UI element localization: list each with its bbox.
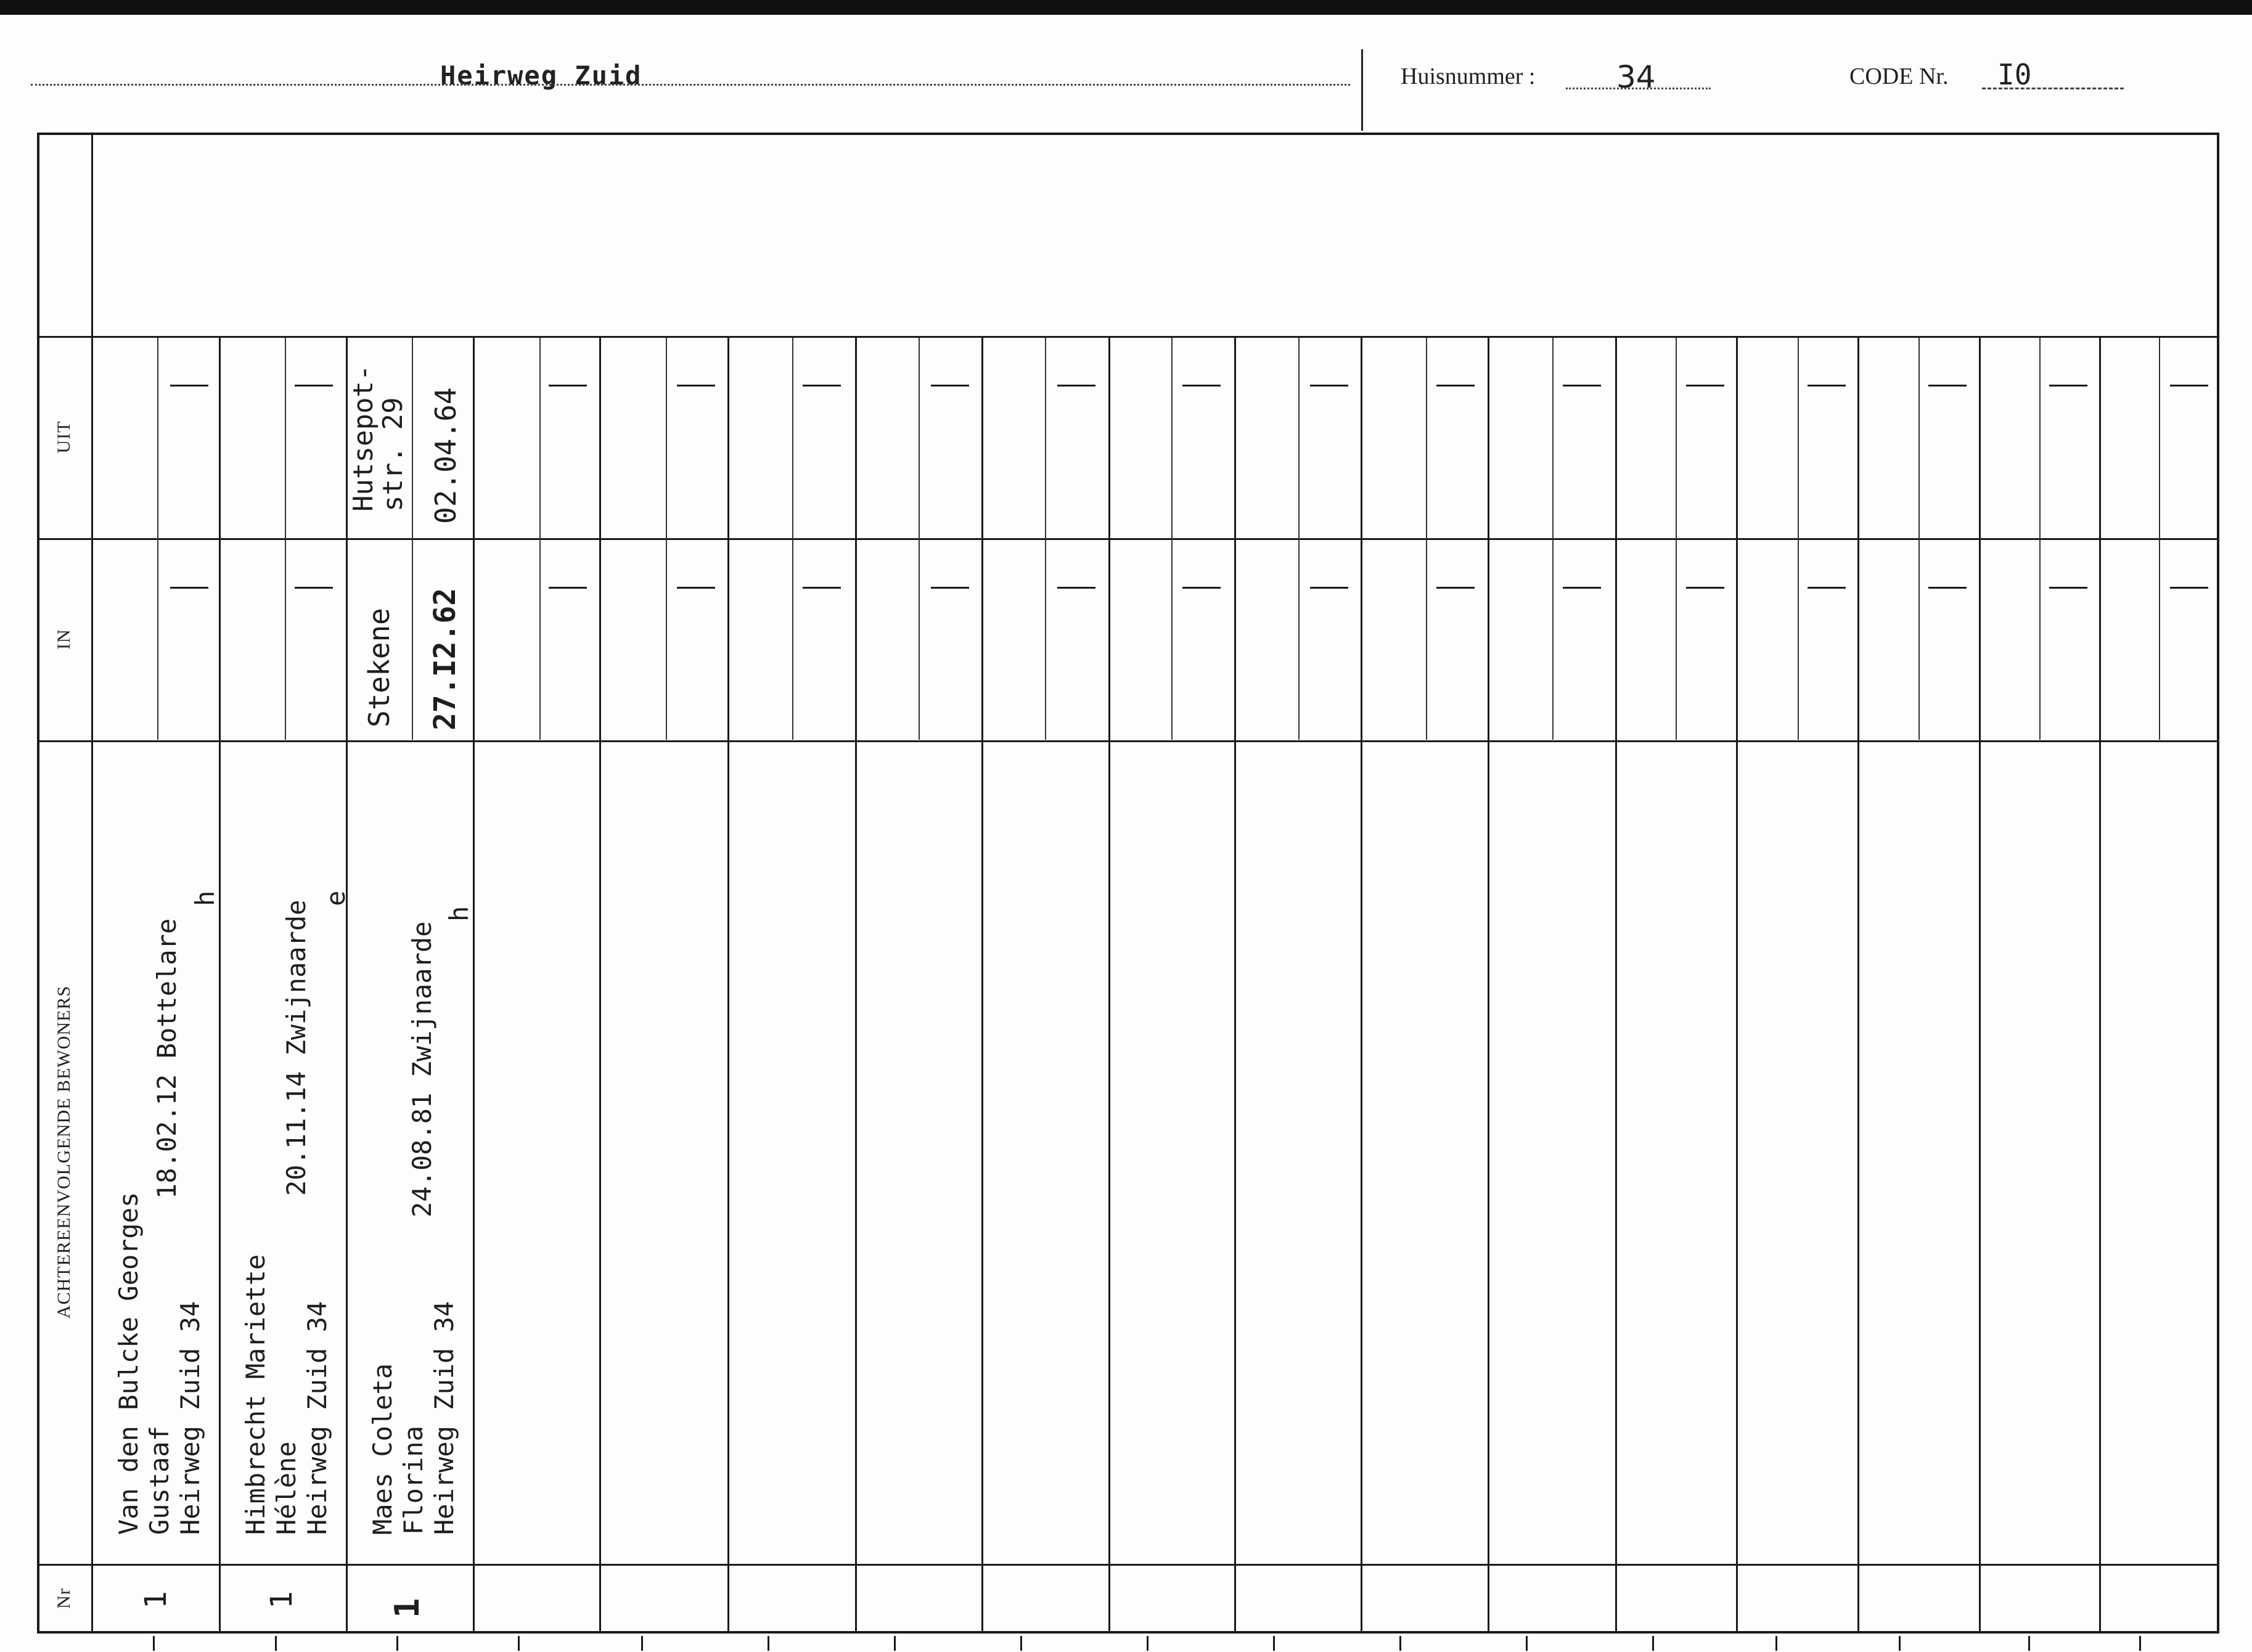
col-divider — [1615, 336, 1617, 1634]
entry-1-firstnames: Gustaaf — [144, 1425, 174, 1535]
in-dash — [170, 587, 208, 589]
entry-3-resident — [367, 1301, 460, 1535]
uit-dash — [295, 385, 333, 386]
street-name: Heirweg Zuid — [440, 60, 642, 91]
entry-2-birth: 20.11.14 Zwijnaarde — [281, 899, 311, 1196]
col-divider — [599, 336, 601, 1634]
entry-2-resident — [240, 1254, 333, 1535]
bottom-tick — [2028, 1636, 2030, 1651]
bottom-tick — [2139, 1636, 2141, 1651]
street-dotted-line — [31, 84, 1350, 86]
uit-dash — [2170, 385, 2208, 386]
entry-3-uit-place-line1: Hutsepot- — [348, 364, 379, 512]
entry-3-uit-date: 02.04.64 — [429, 387, 462, 524]
in-dash — [1928, 587, 1967, 589]
entry-3-firstnames: Florina — [398, 1425, 428, 1535]
uit-dash — [549, 385, 587, 386]
col-divider — [727, 336, 729, 1634]
in-dash — [1563, 587, 1601, 589]
in-dash — [1808, 587, 1846, 589]
code-value: I0 — [1997, 58, 2032, 91]
scan-top-border — [0, 0, 2252, 15]
uit-dash — [1182, 385, 1221, 386]
code-label: CODE Nr. — [1849, 63, 1949, 89]
entry-3-gender: h — [444, 906, 474, 922]
col-divider — [2099, 336, 2101, 1634]
in-dash — [1310, 587, 1348, 589]
sub-col-divider — [1426, 338, 1427, 740]
entry-2-address: Heirweg Zuid 34 — [302, 1301, 332, 1535]
row-divider-in-residents — [37, 740, 2219, 742]
col-divider — [1736, 336, 1738, 1634]
in-dash — [1182, 587, 1221, 589]
uit-dash — [803, 385, 841, 386]
entry-1-address: Heirweg Zuid 34 — [175, 1301, 205, 1535]
sub-col-divider — [539, 338, 541, 740]
sub-col-divider — [1552, 338, 1554, 740]
in-dash — [2170, 587, 2208, 589]
entry-1-resident — [113, 1192, 206, 1535]
entry-3-address: Heirweg Zuid 34 — [429, 1301, 459, 1535]
col-divider — [219, 336, 221, 1634]
col-divider — [473, 336, 475, 1634]
bottom-tick — [518, 1636, 520, 1651]
in-dash — [1686, 587, 1724, 589]
sub-col-divider — [2159, 338, 2160, 740]
uit-dash — [677, 385, 715, 386]
entry-2-name: Himbrecht Mariette — [240, 1254, 271, 1535]
sub-col-divider — [157, 338, 158, 740]
entry-1-birth: 18.02.12 Bottelare — [152, 918, 182, 1199]
col-divider — [1361, 336, 1362, 1634]
entry-3-uit-place — [349, 365, 408, 512]
in-dash — [295, 587, 333, 589]
in-dash — [1057, 587, 1095, 589]
row-label-uit: UIT — [54, 420, 74, 454]
in-dash — [549, 587, 587, 589]
sub-col-divider — [1298, 338, 1300, 740]
bottom-tick — [1899, 1636, 1901, 1651]
bottom-tick — [396, 1636, 398, 1651]
entry-3-in-date: 27.I2.62 — [428, 587, 462, 730]
sub-col-divider — [1918, 338, 1920, 740]
uit-dash — [931, 385, 969, 386]
sub-col-divider — [285, 338, 286, 740]
uit-dash — [1310, 385, 1348, 386]
entry-2-firstnames: Hélène — [271, 1441, 301, 1535]
bottom-tick — [894, 1636, 896, 1651]
in-dash — [2049, 587, 2087, 589]
col-divider — [855, 336, 857, 1634]
sub-col-divider — [919, 338, 920, 740]
in-dash — [1436, 587, 1475, 589]
uit-dash — [1436, 385, 1475, 386]
bottom-tick — [1273, 1636, 1275, 1651]
col-divider — [1108, 336, 1110, 1634]
sub-col-divider — [1171, 338, 1173, 740]
uit-dash — [1563, 385, 1601, 386]
sub-col-divider — [1045, 338, 1046, 740]
uit-dash — [1686, 385, 1724, 386]
col-divider — [1857, 336, 1859, 1634]
bottom-tick — [641, 1636, 643, 1651]
entry-1-nr: 1 — [139, 1591, 173, 1609]
house-number-value: 34 — [1616, 59, 1656, 95]
house-number-label: Huisnummer : — [1401, 63, 1536, 89]
row-label-nr: Nr — [54, 1588, 74, 1609]
row-label-residents: ACHTEREENVOLGENDE BEWONERS — [54, 985, 74, 1319]
in-dash — [931, 587, 969, 589]
sub-col-divider — [412, 338, 413, 740]
label-column-divider — [91, 133, 93, 1634]
row-label-in: IN — [54, 629, 74, 650]
row-divider-uit-in — [37, 538, 2219, 540]
sub-col-divider — [1676, 338, 1677, 740]
col-divider — [1234, 336, 1236, 1634]
sub-col-divider — [792, 338, 793, 740]
sub-col-divider — [2039, 338, 2041, 740]
entry-3-birth: 24.08.81 Zwijnaarde — [407, 921, 437, 1217]
col-divider — [346, 336, 348, 1634]
col-divider — [1979, 336, 1981, 1634]
entry-3-uit-place-line2: str. 29 — [377, 397, 409, 512]
header-separator — [1361, 49, 1363, 131]
uit-dash — [1808, 385, 1846, 386]
in-dash — [803, 587, 841, 589]
row-divider-residents-nr — [37, 1564, 2219, 1566]
bottom-tick — [1020, 1636, 1022, 1651]
entry-3-nr: 1 — [388, 1598, 427, 1618]
in-dash — [677, 587, 715, 589]
entry-2-gender: e — [321, 890, 351, 906]
uit-dash — [170, 385, 208, 386]
row-divider-top-uit — [37, 336, 2219, 338]
bottom-tick — [1652, 1636, 1654, 1651]
sub-col-divider — [1798, 338, 1799, 740]
entry-1-name: Van den Bulcke Georges — [113, 1192, 144, 1535]
col-divider — [981, 336, 983, 1634]
bottom-tick — [1775, 1636, 1777, 1651]
uit-dash — [2049, 385, 2087, 386]
entry-1-gender: h — [190, 890, 220, 906]
bottom-tick — [768, 1636, 769, 1651]
bottom-tick — [1147, 1636, 1149, 1651]
uit-dash — [1928, 385, 1967, 386]
entry-2-nr: 1 — [264, 1591, 299, 1609]
bottom-tick — [153, 1636, 155, 1651]
entry-3-in-place: Stekene — [362, 608, 396, 727]
bottom-tick — [275, 1636, 277, 1651]
register-table — [37, 133, 2219, 1634]
bottom-tick — [1526, 1636, 1528, 1651]
entry-3-name: Maes Coleta — [367, 1363, 398, 1535]
sub-col-divider — [666, 338, 667, 740]
bottom-tick — [1399, 1636, 1401, 1651]
uit-dash — [1057, 385, 1095, 386]
col-divider — [1488, 336, 1489, 1634]
